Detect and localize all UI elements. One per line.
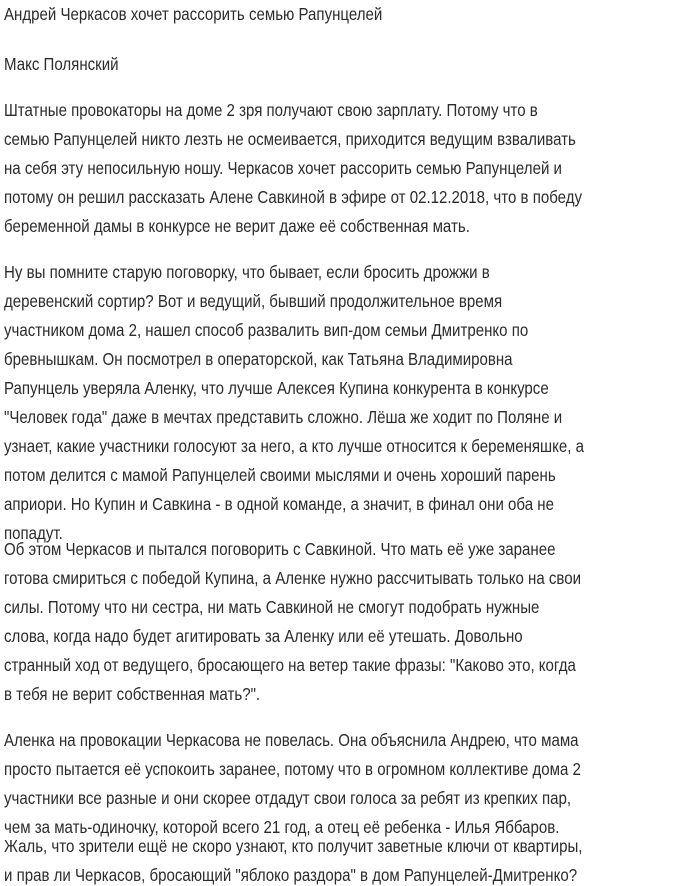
paragraph-line: участником дома 2, нашел способ развалить вип-дом семьи Дмитренко по [4,320,529,340]
paragraph-line: узнает, какие участники голосуют за него, а кто лучше относится к беременяшке, а [4,436,584,456]
paragraph-line: попадут. [4,523,63,543]
paragraph-line: странный ход от ведущего, бросающего на ветер такие фразы: "Каково это, когда [4,655,576,675]
paragraph-line: готова смириться с победой Купина, а Аленке нужно рассчитывать только на свои [4,568,582,588]
paragraph-line: на себя эту непосильную ношу. Черкасов хочет рассорить семью Рапунцелей и [4,158,562,178]
paragraph-line: беременной дамы в конкурсе не верит даже её собственная мать. [4,216,470,236]
paragraph-line: Ну вы помните старую поговорку, что бывает, если бросить дрожжи в [4,262,490,282]
paragraph-line: потом делится с мамой Рапунцелей своими мыслями и очень хороший парень [4,465,556,485]
article-author: Макс Полянский [4,54,119,74]
paragraph-line: чем за мать-одиночку, которой всего 21 год, а отец её ребенка - Илья Яббаров. [4,817,560,837]
article-title: Андрей Черкасов хочет рассорить семью Рапунцелей [4,4,383,24]
paragraph-line: силы. Потому что ни сестра, ни мать Савкиной не смогут подобрать нужные [4,597,540,617]
paragraph-line: априори. Но Купин и Савкина - в одной команде, а значит, в финал они оба не [4,494,554,514]
paragraph-line: Рапунцель уверяла Аленку, что лучше Алексея Купина конкурента в конкурсе [4,378,549,398]
paragraph-line: деревенский сортир? Вот и ведущий, бывший продолжительное время [4,291,503,311]
paragraph-line: семью Рапунцелей никто лезть не осмеивается, приходится ведущим взваливать [4,129,576,149]
paragraph-line: просто пытается её успокоить заранее, потому что в огромном коллективе дома 2 [4,759,581,779]
paragraph-line: Об этом Черкасов и пытался поговорить с Савкиной. Что мать её уже заранее [4,539,556,559]
paragraph-line: в тебя не верит собственная мать?". [4,684,261,704]
paragraph-line: "Человек года" даже в мечтах представить сложно. Лёша же ходит по Поляне и [4,407,563,427]
paragraph-line: слова, когда надо будет агитировать за Аленку или её утешать. Довольно [4,626,523,646]
paragraph-line: и прав ли Черкасов, бросающий "яблоко раздора" в дом Рапунцелей-Дмитренко? [4,865,578,885]
paragraph-line: бревнышкам. Он посмотрел в операторской, как Татьяна Владимировна [4,349,513,369]
paragraph-line: участники все разные и они скорее отдадут свои голоса за ребят из крепких пар, [4,788,572,808]
paragraph-line: Штатные провокаторы на доме 2 зря получают свою зарплату. Потому что в [4,100,538,120]
paragraph-line: потому он решил рассказать Алене Савкиной в эфире от 02.12.2018, что в победу [4,187,583,207]
paragraph-line: Жаль, что зрители ещё не скоро узнают, кто получит заветные ключи от квартиры, [4,836,583,856]
paragraph-line: Аленка на провокации Черкасова не повелась. Она объяснила Андрею, что мама [4,730,579,750]
